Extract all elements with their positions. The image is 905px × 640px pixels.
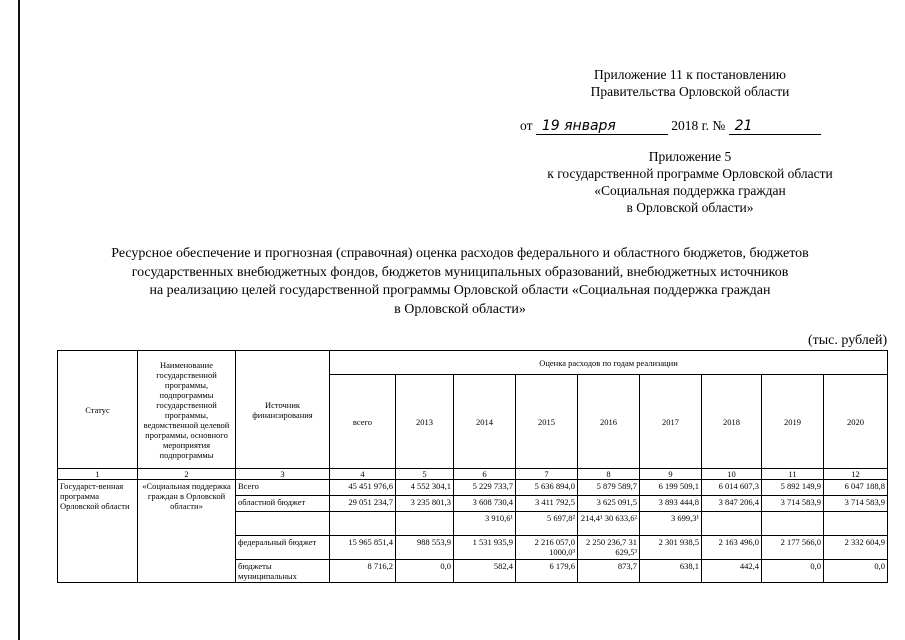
value-cell: 988 553,9 [396,536,454,560]
appendix5-line-2: к государственной программе Орловской области [547,166,833,181]
value-cell: 582,4 [454,560,516,583]
value-cell: 3 847 206,4 [702,496,762,512]
header-year: 2016 [578,375,640,469]
value-cell: 3 893 444,8 [640,496,702,512]
page-edge-line [18,0,20,640]
header-year: 2019 [762,375,824,469]
header-year: 2017 [640,375,702,469]
column-number: 3 [236,469,330,480]
value-cell: 15 965 851,4 [330,536,396,560]
status-cell: Государст-венная программа Орловской области [58,480,138,583]
value-cell: 5 229 733,7 [454,480,516,496]
header-year: 2018 [702,375,762,469]
column-number: 2 [138,469,236,480]
value-cell: 3 714 583,9 [824,496,888,512]
column-number: 4 [330,469,396,480]
order-prefix: от [520,118,533,133]
appendix-line-1: Приложение 11 к постановлению [594,67,786,82]
value-cell: 2 301 938,5 [640,536,702,560]
value-cell: 3 625 091,5 [578,496,640,512]
value-cell: 5 636 894,0 [516,480,578,496]
order-line [520,118,860,135]
order-number-signature: 21 [729,118,821,135]
value-cell: 3 411 792,5 [516,496,578,512]
order-year: 2018 г. № [671,118,726,133]
appendix-line-2: Правительства Орловской области [590,84,790,99]
program-name-cell: «Социальная поддержка граждан в Орловской области» [138,480,236,583]
appendix-11-block [500,66,880,100]
source-cell: бюджеты муниципальных [236,560,330,583]
header-group: Оценка расходов по годам реализации [330,351,888,375]
value-cell: 3 910,6¹ [454,512,516,536]
value-cell: 5 697,8² [516,512,578,536]
value-cell [396,512,454,536]
header-year: 2015 [516,375,578,469]
column-number: 6 [454,469,516,480]
value-cell: 0,0 [762,560,824,583]
header-source: Источник финансирования [236,351,330,469]
appendix5-line-4: в Орловской области» [626,200,754,215]
value-cell: 873,7 [578,560,640,583]
source-cell: областной бюджет [236,496,330,512]
value-cell: 6 047 188,8 [824,480,888,496]
budget-table [57,350,888,583]
appendix-5-block [500,148,880,216]
value-cell: 29 051 234,7 [330,496,396,512]
column-number: 7 [516,469,578,480]
value-cell: 0,0 [396,560,454,583]
title-line-3: на реализацию целей государственной программы Орловской области «Социальная поддержка граждан [149,283,771,298]
value-cell: 2 332 604,9 [824,536,888,560]
units-label: (тыс. рублей) [808,333,888,348]
header-year: всего [330,375,396,469]
value-cell: 4 552 304,1 [396,480,454,496]
source-cell: Всего [236,480,330,496]
value-cell: 638,1 [640,560,702,583]
value-cell: 2 177 566,0 [762,536,824,560]
value-cell: 5 892 149,9 [762,480,824,496]
value-cell [824,512,888,536]
value-cell: 442,4 [702,560,762,583]
header-year: 2020 [824,375,888,469]
source-cell: федеральный бюджет [236,536,330,560]
appendix5-line-1: Приложение 5 [648,149,732,164]
value-cell [762,512,824,536]
column-number: 12 [824,469,888,480]
header-year: 2014 [454,375,516,469]
value-cell: 8 716,2 [330,560,396,583]
value-cell: 2 163 496,0 [702,536,762,560]
column-number: 5 [396,469,454,480]
value-cell: 3 699,3¹ [640,512,702,536]
appendix5-line-3: «Социальная поддержка граждан [594,183,786,198]
value-cell: 2 250 236,7 31 629,5³ [578,536,640,560]
value-cell: 0,0 [824,560,888,583]
value-cell: 6 199 509,1 [640,480,702,496]
column-number: 11 [762,469,824,480]
title-line-2: государственных внебюджетных фондов, бюджетов муниципальных образований, внебюджетных источников [131,264,789,280]
value-cell: 6 179,6 [516,560,578,583]
value-cell: 2 216 057,0 1000,0³ [516,536,578,560]
value-cell: 1 531 935,9 [454,536,516,560]
order-date-signature: 19 января [536,118,668,135]
column-number: 8 [578,469,640,480]
document-title [40,245,880,319]
value-cell: 3 608 730,4 [454,496,516,512]
title-line-1: Ресурсное обеспечение и прогнозная (справочная) оценка расходов федерального и областного бюджетов, бюджетов [111,246,809,261]
value-cell: 45 451 976,6 [330,480,396,496]
table-row [58,480,888,496]
title-line-4: в Орловской области» [394,301,526,317]
value-cell: 3 235 801,3 [396,496,454,512]
value-cell: 214,4¹ 30 633,6² [578,512,640,536]
column-number: 9 [640,469,702,480]
value-cell [330,512,396,536]
column-number: 1 [58,469,138,480]
value-cell: 5 879 589,7 [578,480,640,496]
value-cell [702,512,762,536]
value-cell: 3 714 583,9 [762,496,824,512]
column-number: 10 [702,469,762,480]
header-year: 2013 [396,375,454,469]
header-status: Статус [58,351,138,469]
header-name: Наименование государственной программы, подпрограммы государственной программы, ведомственной целевой программы, основного мероприятия подпрограммы [138,351,236,469]
value-cell: 6 014 607,3 [702,480,762,496]
source-cell [236,512,330,536]
